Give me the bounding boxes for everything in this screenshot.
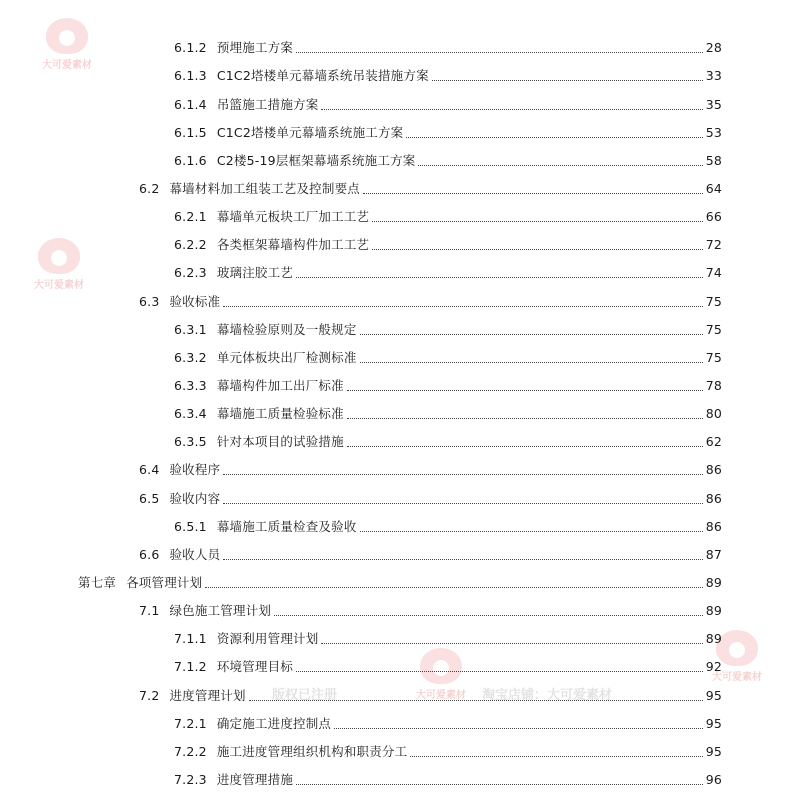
toc-entry[interactable] — [174, 149, 722, 169]
toc-entry-title: C1C2塔楼单元幕墙系统施工方案 — [216, 125, 404, 140]
toc-entry-number: 7.2 — [139, 688, 160, 703]
toc-leader-dots — [321, 643, 702, 644]
toc-entry[interactable] — [139, 177, 722, 197]
toc-entry-title: 验收内容 — [169, 491, 221, 506]
toc-entry-number: 6.2.1 — [174, 209, 207, 224]
toc-leader-dots — [321, 109, 702, 110]
toc-leader-dots — [296, 277, 703, 278]
toc-entry-page: 95 — [705, 744, 722, 759]
toc-entry[interactable] — [174, 655, 722, 675]
watermark-logo: 大可爱素材 — [412, 648, 470, 701]
toc-leader-dots — [432, 80, 703, 81]
toc-entry-number: 6.3.2 — [174, 350, 207, 365]
toc-entry-title: 验收标准 — [169, 294, 221, 309]
toc-entry-number: 7.1 — [139, 603, 160, 618]
toc-entry[interactable] — [174, 627, 722, 647]
toc-entry-page: 72 — [705, 237, 722, 252]
toc-entry-page: 87 — [705, 547, 722, 562]
toc-entry[interactable] — [139, 458, 722, 478]
toc-entry-number: 7.2.1 — [174, 716, 207, 731]
toc-entry-number: 6.1.2 — [174, 40, 207, 55]
toc-entry-page: 75 — [705, 322, 722, 337]
toc-entry-page: 33 — [705, 68, 722, 83]
toc-entry-number: 6.1.5 — [174, 125, 207, 140]
toc-entry-number: 7.2.2 — [174, 744, 207, 759]
toc-entry-title: 验收人员 — [169, 547, 221, 562]
toc-leader-dots — [296, 784, 703, 785]
watermark-shop-text: 淘宝店铺：大可爱素材 — [482, 688, 613, 703]
toc-leader-dots — [406, 137, 702, 138]
toc-entry-number: 6.2.2 — [174, 237, 207, 252]
toc-entry-number: 6.4 — [139, 462, 160, 477]
toc-entry-title: C1C2塔楼单元幕墙系统吊装措施方案 — [216, 68, 429, 83]
toc-leader-dots — [347, 446, 703, 447]
toc-entry-title: 验收程序 — [169, 462, 221, 477]
toc-entry-page: 89 — [705, 575, 722, 590]
toc-entry-number: 6.3 — [139, 294, 160, 309]
watermark-rights-text: 版权已注册 — [272, 688, 338, 703]
toc-entry-page: 53 — [705, 125, 722, 140]
toc-entry[interactable] — [174, 261, 722, 281]
toc-entry[interactable] — [174, 430, 722, 450]
toc-entry-title: 施工进度管理组织机构和职责分工 — [216, 744, 408, 759]
toc-leader-dots — [372, 221, 702, 222]
toc-entry-number: 第七章 — [78, 575, 117, 590]
toc-entry-page: 66 — [705, 209, 722, 224]
toc-entry[interactable] — [139, 290, 722, 310]
toc-entry-number: 6.1.6 — [174, 153, 207, 168]
toc-entry[interactable] — [139, 543, 722, 563]
toc-leader-dots — [223, 306, 702, 307]
toc-leader-dots — [334, 728, 703, 729]
toc-entry-title: 玻璃注胶工艺 — [216, 265, 294, 280]
toc-entry[interactable] — [174, 515, 722, 535]
toc-entry-page: 64 — [705, 181, 722, 196]
toc-entry-page: 86 — [705, 519, 722, 534]
toc-entry-title: 单元体板块出厂检测标准 — [216, 350, 357, 365]
toc-entry-page: 89 — [705, 603, 722, 618]
toc-entry[interactable] — [174, 346, 722, 366]
toc-entry-number: 7.1.2 — [174, 659, 207, 674]
toc-entry-title: 进度管理措施 — [216, 772, 294, 787]
toc-entry-title: 各类框架幕墙构件加工工艺 — [216, 237, 370, 252]
toc-entry-number: 6.5 — [139, 491, 160, 506]
toc-entry-number: 6.2.3 — [174, 265, 207, 280]
toc-entry-number: 6.1.4 — [174, 97, 207, 112]
toc-entry-number: 6.3.3 — [174, 378, 207, 393]
toc-entry-page: 95 — [705, 716, 722, 731]
toc-entry[interactable] — [139, 684, 722, 704]
toc-entry-page: 92 — [705, 659, 722, 674]
toc-leader-dots — [296, 671, 703, 672]
toc-leader-dots — [296, 52, 703, 53]
toc-entry-page: 78 — [705, 378, 722, 393]
toc-entry-page: 62 — [705, 434, 722, 449]
toc-entry-number: 6.1.3 — [174, 68, 207, 83]
toc-leader-dots — [360, 531, 703, 532]
watermark-logo: 大可爱素材 — [708, 630, 766, 683]
toc-entry[interactable] — [174, 768, 722, 788]
toc-leader-dots — [223, 559, 702, 560]
toc-entry-title: 幕墙单元板块工厂加工工艺 — [216, 209, 370, 224]
toc-entry-number: 6.2 — [139, 181, 160, 196]
toc-entry-page: 96 — [705, 772, 722, 787]
toc-leader-dots — [274, 615, 703, 616]
toc-entry[interactable] — [174, 36, 722, 56]
toc-entry-number: 6.3.5 — [174, 434, 207, 449]
toc-entry-title: 幕墙施工质量检验标准 — [216, 406, 344, 421]
toc-leader-dots — [418, 165, 702, 166]
toc-entry[interactable] — [174, 64, 722, 84]
toc-entry-number: 6.3.1 — [174, 322, 207, 337]
toc-entry[interactable] — [139, 599, 722, 619]
toc-entry-title: 资源利用管理计划 — [216, 631, 319, 646]
toc-entry[interactable] — [174, 233, 722, 253]
toc-entry[interactable] — [174, 374, 722, 394]
toc-chapter-entry[interactable] — [78, 571, 722, 591]
toc-leader-dots — [249, 700, 703, 701]
toc-entry-title: 确定施工进度控制点 — [216, 716, 332, 731]
watermark-logo: 大可爱素材 — [38, 18, 96, 71]
watermark-logo: 大可爱素材 — [30, 238, 88, 291]
toc-entry[interactable] — [174, 740, 722, 760]
toc-leader-dots — [347, 390, 703, 391]
toc-entry[interactable] — [139, 487, 722, 507]
toc-leader-dots — [410, 756, 702, 757]
toc-entry-number: 6.6 — [139, 547, 160, 562]
toc-leader-dots — [372, 249, 702, 250]
toc-leader-dots — [360, 334, 703, 335]
toc-entry-page: 75 — [705, 294, 722, 309]
toc-entry-title: 幕墙施工质量检查及验收 — [216, 519, 357, 534]
toc-entry-page: 86 — [705, 462, 722, 477]
toc-entry[interactable] — [174, 93, 722, 113]
toc-entry-title: 各项管理计划 — [126, 575, 203, 590]
toc-entry-title: 进度管理计划 — [169, 688, 246, 703]
toc-entry-page: 80 — [705, 406, 722, 421]
toc-entry-page: 89 — [705, 631, 722, 646]
toc-entry-page: 75 — [705, 350, 722, 365]
toc-entry-title: C2楼5-19层框架幕墙系统施工方案 — [216, 153, 416, 168]
toc-entry-page: 35 — [705, 97, 722, 112]
toc-leader-dots — [363, 193, 703, 194]
toc-entry-title: 环境管理目标 — [216, 659, 294, 674]
toc-entry-page: 95 — [705, 688, 722, 703]
toc-entry[interactable] — [174, 318, 722, 338]
toc-entry[interactable] — [174, 121, 722, 141]
toc-entry-number: 6.3.4 — [174, 406, 207, 421]
toc-leader-dots — [223, 474, 702, 475]
toc-leader-dots — [360, 362, 703, 363]
toc-entry-title: 预埋施工方案 — [216, 40, 294, 55]
toc-entry-number: 7.1.1 — [174, 631, 207, 646]
toc-entry-title: 幕墙构件加工出厂标准 — [216, 378, 344, 393]
toc-leader-dots — [347, 418, 703, 419]
toc-entry-title: 针对本项目的试验措施 — [216, 434, 344, 449]
toc-entry-title: 绿色施工管理计划 — [169, 603, 272, 618]
toc-entry-number: 7.2.3 — [174, 772, 207, 787]
toc-entry-title: 吊篮施工措施方案 — [216, 97, 319, 112]
toc-entry[interactable] — [174, 205, 722, 225]
toc-entry-page: 74 — [705, 265, 722, 280]
toc-entry[interactable] — [174, 712, 722, 732]
toc-entry-page: 86 — [705, 491, 722, 506]
toc-entry[interactable] — [174, 402, 722, 422]
toc-entry-title: 幕墙检验原则及一般规定 — [216, 322, 357, 337]
toc-leader-dots — [205, 587, 702, 588]
toc-entry-title: 幕墙材料加工组装工艺及控制要点 — [169, 181, 360, 196]
toc-entry-page: 28 — [705, 40, 722, 55]
toc-entry-page: 58 — [705, 153, 722, 168]
toc-leader-dots — [223, 503, 702, 504]
toc-entry-number: 6.5.1 — [174, 519, 207, 534]
